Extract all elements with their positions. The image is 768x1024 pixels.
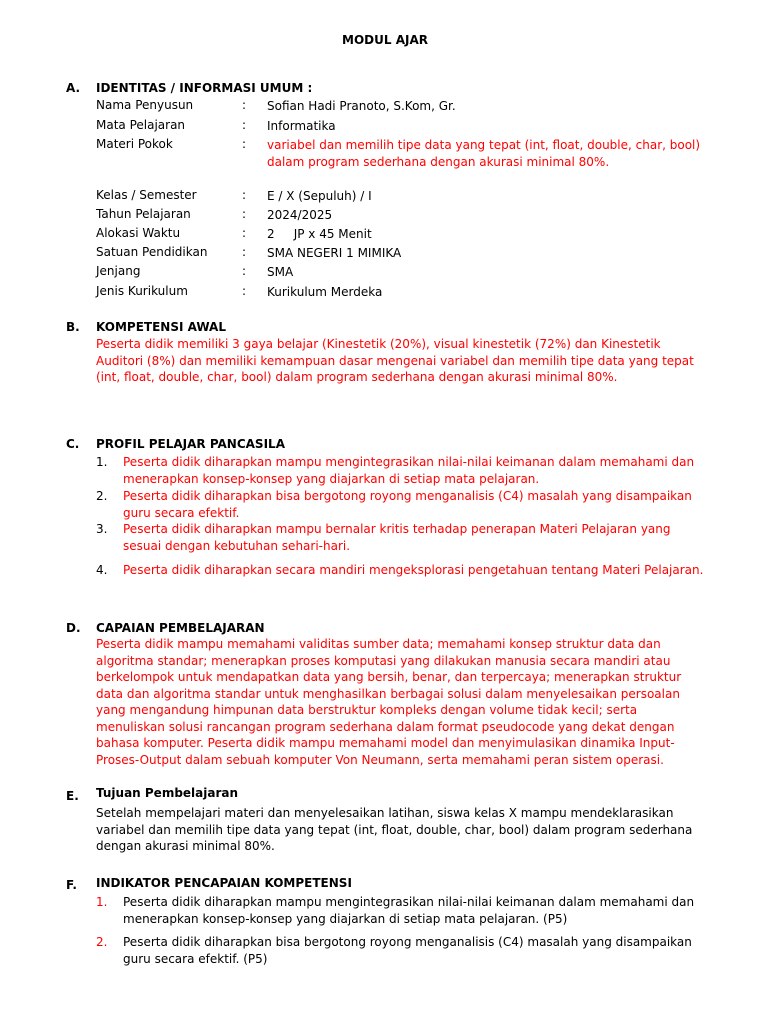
- field-label: Kelas / Semester: [96, 188, 197, 202]
- list-number: 4.: [96, 563, 108, 577]
- field-colon: :: [242, 226, 247, 240]
- list-text: Peserta didik diharapkan mampu bernalar kritis terhadap penerapan Materi Pelajaran yang sesuai dengan kebutuhan sehari-hari.: [123, 522, 671, 553]
- list-number: 3.: [96, 522, 108, 536]
- field-value: SMA: [267, 265, 294, 279]
- section-b-text: Peserta didik memiliki 3 gaya belajar (Kinestetik (20%), visual kinestetik (72%) dan Kinestetik Auditori (8%) dan memiliki kemampuan dasar mengenai variabel dan memilih tipe data yang tepat (int, float, double, char, bool) dalam program sederhana dengan akurasi minimal 80%.: [96, 337, 694, 384]
- field-value: Sofian Hadi Pranoto, S.Kom, Gr.: [267, 99, 456, 113]
- field-value: E / X (Sepuluh) / I: [267, 189, 372, 203]
- field-colon: :: [242, 188, 247, 202]
- field-colon: :: [242, 207, 247, 221]
- section-c-heading: PROFIL PELAJAR PANCASILA: [96, 437, 285, 451]
- field-value: 2 JP x 45 Menit: [267, 227, 372, 241]
- list-number: 2.: [96, 489, 108, 503]
- field-colon: :: [242, 137, 247, 151]
- section-e-heading: Tujuan Pembelajaran: [96, 786, 239, 800]
- section-f-heading: INDIKATOR PENCAPAIAN KOMPETENSI: [96, 876, 352, 890]
- field-colon: :: [242, 245, 247, 259]
- list-number: 1.: [96, 455, 108, 469]
- field-jenis-kurikulum: [96, 284, 706, 303]
- list-text: Peserta didik diharapkan bisa bergotong royong menganalisis (C4) masalah yang disampaikan guru secara efektif.: [123, 489, 692, 520]
- list-text: Peserta didik diharapkan mampu mengintegrasikan nilai-nilai keimanan dalam memahami dan menerapkan konsep-konsep yang diajarkan di setiap mata pelajaran. (P5): [123, 895, 695, 926]
- list-number: 2.: [96, 935, 108, 949]
- field-value: variabel dan memilih tipe data yang tepat (int, float, double, char, bool) dalam program sederhana dengan akurasi minimal 80%.: [267, 138, 701, 169]
- section-d-letter: D.: [66, 621, 81, 635]
- field-label: Nama Penyusun: [96, 98, 194, 112]
- section-f-letter: F.: [66, 878, 77, 892]
- list-text: Peserta didik diharapkan bisa bergotong royong menganalisis (C4) masalah yang disampaikan guru secara efektif. (P5): [123, 935, 692, 966]
- field-colon: :: [242, 264, 247, 278]
- field-value: Informatika: [267, 119, 336, 133]
- field-value: Kurikulum Merdeka: [267, 285, 383, 299]
- list-number: 1.: [96, 895, 108, 909]
- section-a-heading: IDENTITAS / INFORMASI UMUM :: [96, 81, 313, 95]
- field-label: Materi Pokok: [96, 137, 173, 151]
- field-colon: :: [242, 98, 247, 112]
- field-value: SMA NEGERI 1 MIMIKA: [267, 246, 402, 260]
- field-satuan-pendidikan: [96, 245, 706, 264]
- document-title: MODUL AJAR: [342, 33, 428, 47]
- section-c-letter: C.: [66, 437, 80, 451]
- section-a-letter: A.: [66, 81, 81, 95]
- field-label: Jenjang: [96, 264, 141, 278]
- list-text: Peserta didik diharapkan mampu mengintegrasikan nilai-nilai keimanan dalam memahami dan menerapkan konsep-konsep yang diajarkan di setiap mata pelajaran.: [123, 455, 695, 486]
- field-value: 2024/2025: [267, 208, 333, 222]
- list-text: Peserta didik diharapkan secara mandiri mengeksplorasi pengetahuan tentang Materi Pelajaran.: [123, 563, 704, 577]
- field-colon: :: [242, 284, 247, 298]
- section-b-heading: KOMPETENSI AWAL: [96, 320, 226, 334]
- section-e-text: Setelah mempelajari materi dan menyelesaikan latihan, siswa kelas X mampu mendeklarasikan variabel dan memilih tipe data yang tepat (int, float, double, char, bool) dalam program sederhana dengan akurasi minimal 80%.: [96, 806, 693, 853]
- field-nama-penyusun: [96, 98, 706, 117]
- field-materi-pokok: [96, 137, 706, 173]
- field-jenjang: [96, 264, 706, 283]
- section-d-heading: CAPAIAN PEMBELAJARAN: [96, 621, 265, 635]
- section-e-letter: E.: [66, 789, 79, 803]
- field-tahun-pelajaran: [96, 207, 706, 226]
- field-label: Satuan Pendidikan: [96, 245, 208, 259]
- field-label: Mata Pelajaran: [96, 118, 186, 132]
- field-mata-pelajaran: [96, 118, 706, 137]
- field-label: Alokasi Waktu: [96, 226, 181, 240]
- section-b-letter: B.: [66, 320, 80, 334]
- field-label: Jenis Kurikulum: [96, 284, 188, 298]
- field-kelas-semester: [96, 188, 706, 207]
- section-d-text: Peserta didik mampu memahami validitas sumber data; memahami konsep struktur data dan algoritma standar; menerapkan proses komputasi yang dilakukan manusia secara mandiri atau berkelompok untuk mendapatkan data yang bersih, benar, dan terpercaya; menerapkan struktur data dan algoritma standar untuk menghasilkan berbagai solusi dalam menyelesaikan persoalan yang mengandung himpunan data berstruktur kompleks dengan volume tidak kecil; serta menuliskan solusi rancangan program sederhana dalam format pseudocode yang dekat dengan bahasa komputer. Peserta didik mampu memahami model dan menyimulasikan dinamika Input-Proses-Output dalam sebuah komputer Von Neumann, serta memahami peran sistem operasi.: [96, 637, 682, 767]
- field-alokasi-waktu: [96, 226, 706, 245]
- field-label: Tahun Pelajaran: [96, 207, 191, 221]
- field-colon: :: [242, 118, 247, 132]
